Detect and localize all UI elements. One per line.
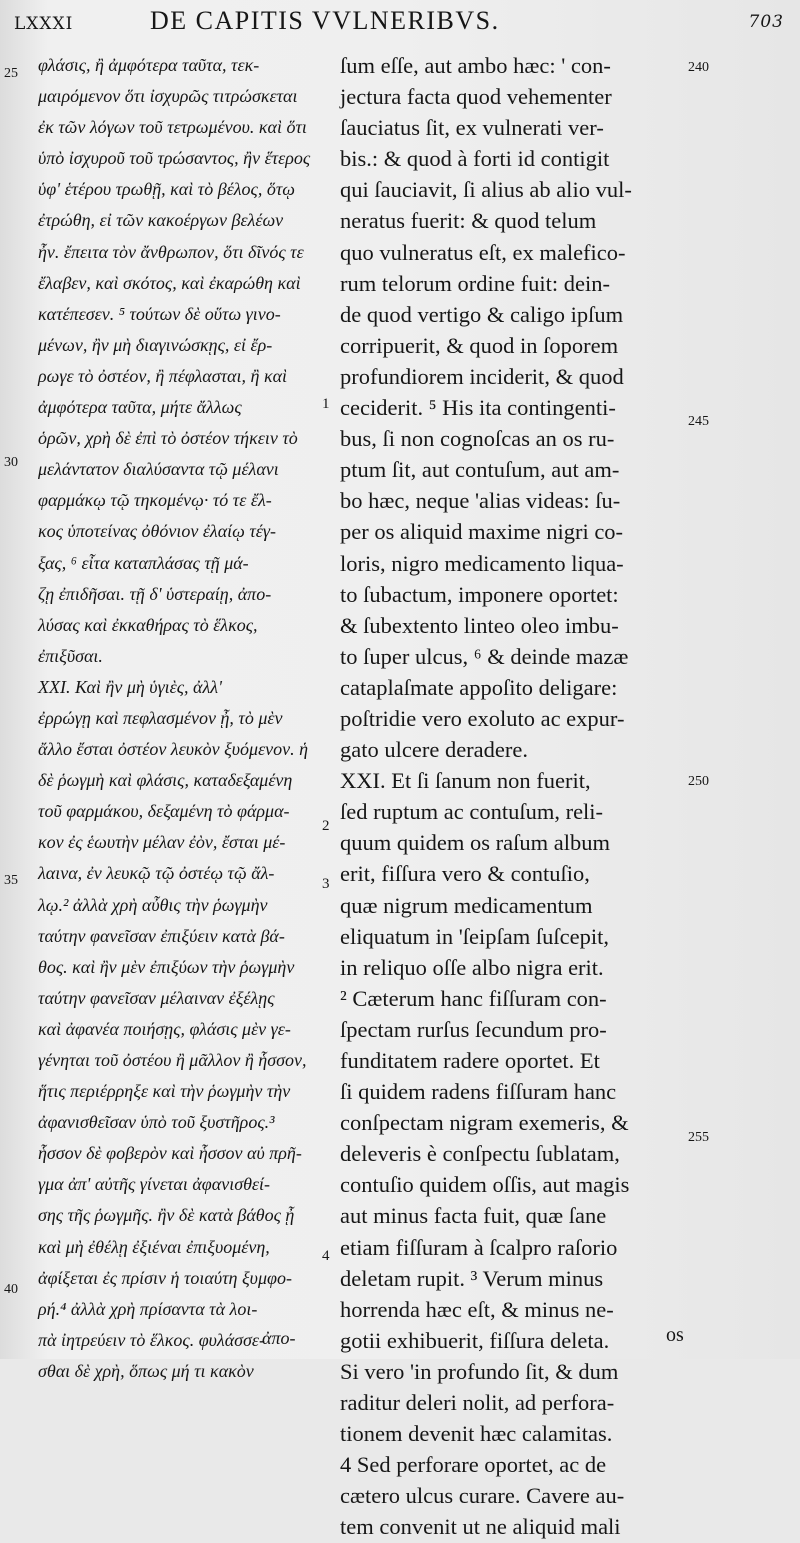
latin-text-line: in reliquo oſſe albo nigra erit. [340, 954, 604, 980]
greek-text-line: ρή.⁴ ἀλλὰ χρὴ πρίσαντα τὰ λοι- [38, 1298, 258, 1319]
greek-text-line: ταύτην φανεῖσαν ἐπιξύειν κατὰ βά- [38, 925, 285, 946]
latin-text-line: & ſubextento linteo oleo imbu- [340, 612, 619, 638]
greek-text-line: λῳ.² ἀλλὰ χρὴ αὖθις τὴν ῥωγμὴν [38, 894, 268, 915]
greek-catchword: ἀπο- [262, 1328, 296, 1348]
greek-text-line: σθαι δὲ χρὴ, ὅπως μή τι κακὸν [38, 1360, 254, 1381]
latin-text-line: neratus fuerit: & quod telum [340, 208, 597, 234]
latin-text-column [340, 50, 688, 1543]
latin-catchword: os [666, 1324, 684, 1346]
greek-text-line: ἀφανισθεῖσαν ὑπὸ τοῦ ξυστῆρος.³ [38, 1112, 275, 1133]
latin-text-line: ſi quidem radens fiſſuram hanc [340, 1079, 617, 1105]
greek-text-line: ξας, ⁶ εἶτα καταπλάσας τῇ μά- [38, 552, 249, 573]
latin-text-line: deletam rupit. ³ Verum minus [340, 1265, 604, 1291]
latin-text-line: poſtridie vero exoluto ac expur- [340, 705, 625, 731]
greek-text-line: θος. καὶ ἢν μὲν ἐπιξύων τὴν ῥωγμὴν [38, 956, 295, 977]
latin-text-line: tionem devenit hæc calamitas. [340, 1421, 613, 1447]
greek-text-line: φλάσις, ἢ ἀμφότερα ταῦτα, τεκ- [38, 55, 260, 75]
latin-text-line: loris, nigro medicamento liqua- [340, 550, 624, 576]
latin-text-line: aut minus facta fuit, quæ ſane [340, 1203, 607, 1229]
latin-text-line: conſpectam nigram exemeris, & [340, 1110, 629, 1136]
latin-text-line: XXI. Et ſi ſanum non fuerit, [340, 768, 591, 794]
greek-text-line: γένηται τοῦ ὀστέου ἢ μᾶλλον ἢ ἧσσον, [38, 1050, 307, 1070]
greek-text-column [38, 50, 334, 1387]
greek-text-line: ἀμφότερα ταῦτα, μήτε ἄλλως [38, 397, 242, 418]
greek-text-line: μαιρόμενον ὅτι ἰσχυρῶς τιτρώσκεται [38, 86, 298, 107]
greek-text-line: ἐπιξῦσαι. [38, 645, 103, 666]
greek-text-line: ἥτις περιέρρηξε καὶ τὴν ῥωγμὴν τὴν [38, 1081, 291, 1102]
latin-text-line: deleveris è conſpectu ſublatam, [340, 1141, 620, 1167]
latin-text-line: per os aliquid maxime nigri co- [340, 519, 624, 545]
note-marker: 2 [322, 818, 330, 834]
latin-text-line: etiam fiſſuram à ſcalpro raſorio [340, 1234, 618, 1260]
greek-text-line: ἐτρώθη, εἰ τῶν κακοέργων βελέων [38, 210, 284, 231]
greek-text-line: πὰ ἰητρεύειν τὸ ἕλκος. φυλάσσε- [38, 1329, 265, 1350]
latin-text-line: cætero ulcus curare. Cavere au- [340, 1483, 625, 1509]
latin-text-line: tem convenit ut ne aliquid mali [340, 1514, 621, 1540]
greek-text-line: κος ὑποτείνας ὀθόνιον ἐλαίῳ τέγ- [38, 521, 276, 542]
greek-text-line: γμα ἀπ' αὐτῆς γίνεται ἀφανισθεί- [38, 1174, 270, 1195]
latin-text-line: corripuerit, & quod in ſoporem [340, 332, 619, 358]
greek-text-line: ἐκ τῶν λόγων τοῦ τετρωμένου. καὶ ὅτι [38, 117, 307, 138]
greek-text-line: ἧσσον δὲ φοβερὸν καὶ ἧσσον αὐ πρῆ- [38, 1143, 302, 1164]
greek-text-line: ἐρρώγῃ καὶ πεφλασμένον ᾖ, τὸ μὲν [38, 707, 283, 728]
line-number: 30 [4, 455, 18, 470]
latin-text-line: jectura facta quod vehementer [340, 84, 612, 110]
running-header [0, 0, 800, 44]
latin-text-line: quum quidem os raſum album [340, 830, 610, 856]
greek-text-line: τοῦ φαρμάκου, δεξαμένη τὸ φάρμα- [38, 801, 290, 822]
latin-text-line: erit, fiſſura vero & contuſio, [340, 861, 590, 887]
greek-text-line: XXI. Καὶ ἢν μὴ ὑγιὲς, ἀλλ' [38, 676, 222, 697]
greek-text-line: κατέπεσεν. ⁵ τούτων δὲ οὕτω γινο- [38, 303, 281, 324]
latin-text-line: funditatem radere oportet. Et [340, 1048, 600, 1073]
latin-text-line: ² Cæterum hanc fiſſuram con- [340, 985, 607, 1011]
latin-text-line: qui ſauciavit, ſi alius ab alio vul- [340, 177, 632, 203]
greek-text-line: μένων, ἢν μὴ διαγινώσκῃς, εἰ ἔρ- [38, 334, 273, 355]
page-number: 703 [748, 12, 784, 32]
greek-text-line: λύσας καὶ ἐκκαθήρας τὸ ἕλκος, [38, 614, 258, 635]
latin-text-line: gato ulcere deradere. [340, 737, 528, 763]
greek-text-line: δὲ ῥωγμὴ καὶ φλάσις, καταδεξαμένη [38, 770, 293, 791]
greek-text-line: καὶ ἀφανέα ποιήσῃς, φλάσις μὲν γε- [38, 1018, 291, 1039]
greek-text-line: ἦν. ἔπειτα τὸν ἄνθρωπον, ὅτι δῖνός τε [38, 241, 304, 262]
latin-text-line: to ſuper ulcus, ⁶ & deinde mazæ [340, 643, 629, 669]
greek-text-line: κον ἐς ἑωυτὴν μέλαν ἐὸν, ἔσται μέ- [38, 832, 286, 853]
latin-text-line: de quod vertigo & caligo ipſum [340, 301, 624, 327]
greek-text-line: σης τῆς ῥωγμῆς. ἢν δὲ κατὰ βάθος ᾖ [38, 1205, 295, 1226]
latin-text-line: ptum ſit, aut contuſum, aut am- [340, 457, 620, 483]
greek-text-line: μελάντατον διαλύσαντα τῷ μέλανι [38, 459, 279, 480]
latin-text-line: quo vulneratus eſt, ex malefico- [340, 239, 626, 265]
latin-text-line: bo hæc, neque 'alias videas: ſu- [340, 488, 621, 514]
latin-text-line: profundiorem inciderit, & quod [340, 363, 624, 389]
latin-text-line: ſed ruptum ac contuſum, reli- [340, 799, 604, 825]
latin-text-line: quæ nigrum medicamentum [340, 892, 593, 918]
latin-text-line: raditur deleri nolit, ad perfora- [340, 1390, 615, 1416]
latin-text-line: gotii exhibuerit, fiſſura deleta. [340, 1327, 610, 1353]
latin-text-line: contuſio quidem oſſis, aut magis [340, 1172, 630, 1198]
latin-text-line: ſum eſſe, aut ambo hæc: ' con- [340, 53, 611, 78]
latin-text-line: to ſubactum, imponere oportet: [340, 581, 619, 607]
line-number: 25 [4, 66, 18, 81]
greek-text-line: ὑφ' ἑτέρου τρωθῇ, καὶ τὸ βέλος, ὅτῳ [38, 179, 296, 200]
line-number: 245 [688, 414, 709, 429]
greek-text-line: ὑπὸ ἰσχυροῦ τοῦ τρώσαντος, ἢν ἕτερος [38, 148, 311, 169]
latin-text-line: horrenda hæc eſt, & minus ne- [340, 1296, 614, 1322]
line-number: 40 [4, 1282, 18, 1297]
note-marker: 1 [322, 396, 330, 412]
greek-text-line: ἀφίξεται ἐς πρίσιν ἡ τοιαύτη ξυμφο- [38, 1267, 292, 1288]
latin-text-line: ceciderit. ⁵ His ita contingenti- [340, 395, 616, 421]
latin-text-line: bus, ſi non cognoſcas an os ru- [340, 426, 615, 452]
greek-text-line: φαρμάκῳ τῷ τηκομένῳ· τό τε ἔλ- [38, 490, 272, 511]
latin-text-line: Si vero 'in profundo ſit, & dum [340, 1358, 619, 1384]
latin-text-line: ſauciatus ſit, ex vulnerati ver- [340, 115, 604, 141]
greek-text-line: ἔλαβεν, καὶ σκότος, καὶ ἐκαρώθη καὶ [38, 272, 301, 293]
line-number: 255 [688, 1130, 709, 1145]
note-marker: 4 [322, 1248, 330, 1264]
greek-text-line: ταύτην φανεῖσαν μέλαιναν ἐξέλῃς [38, 987, 275, 1008]
latin-text-line: cataplaſmate appoſito deligare: [340, 674, 618, 700]
line-number: 250 [688, 774, 709, 789]
greek-text-line: ρωγε τὸ ὀστέον, ἢ πέφλασται, ἢ καὶ [38, 365, 288, 386]
section-folio: LXXXI [14, 14, 74, 34]
latin-text-line: eliquatum in 'ſeipſam ſuſcepit, [340, 923, 609, 949]
line-number: 35 [4, 873, 18, 888]
note-marker: 3 [322, 876, 330, 892]
greek-text-line: ἄλλο ἔσται ὀστέον λευκὸν ξυόμενον. ἡ [38, 739, 309, 760]
line-number: 240 [688, 60, 709, 75]
greek-text-line: λαινα, ἐν λευκῷ τῷ ὀστέῳ τῷ ἄλ- [38, 863, 275, 884]
greek-text-line: ὁρῶν, χρὴ δὲ ἐπὶ τὸ ὀστέον τήκειν τὸ [38, 428, 298, 449]
greek-text-line: καὶ μὴ ἐθέλῃ ἐξιέναι ἐπιξυομένη, [38, 1236, 270, 1257]
running-title: DE CAPITIS VVLNERIBVS. [150, 6, 500, 35]
latin-text-line: ſpectam rurſus ſecundum pro- [340, 1016, 607, 1042]
latin-text-line: 4 Sed perforare oportet, ac de [340, 1452, 607, 1478]
greek-text-line: ζῃ ἐπιδῆσαι. τῇ δ' ὑστεραίῃ, ἀπο- [38, 583, 272, 604]
latin-text-line: bis.: & quod à forti id contigit [340, 146, 610, 172]
latin-text-line: rum telorum ordine fuit: dein- [340, 270, 610, 296]
